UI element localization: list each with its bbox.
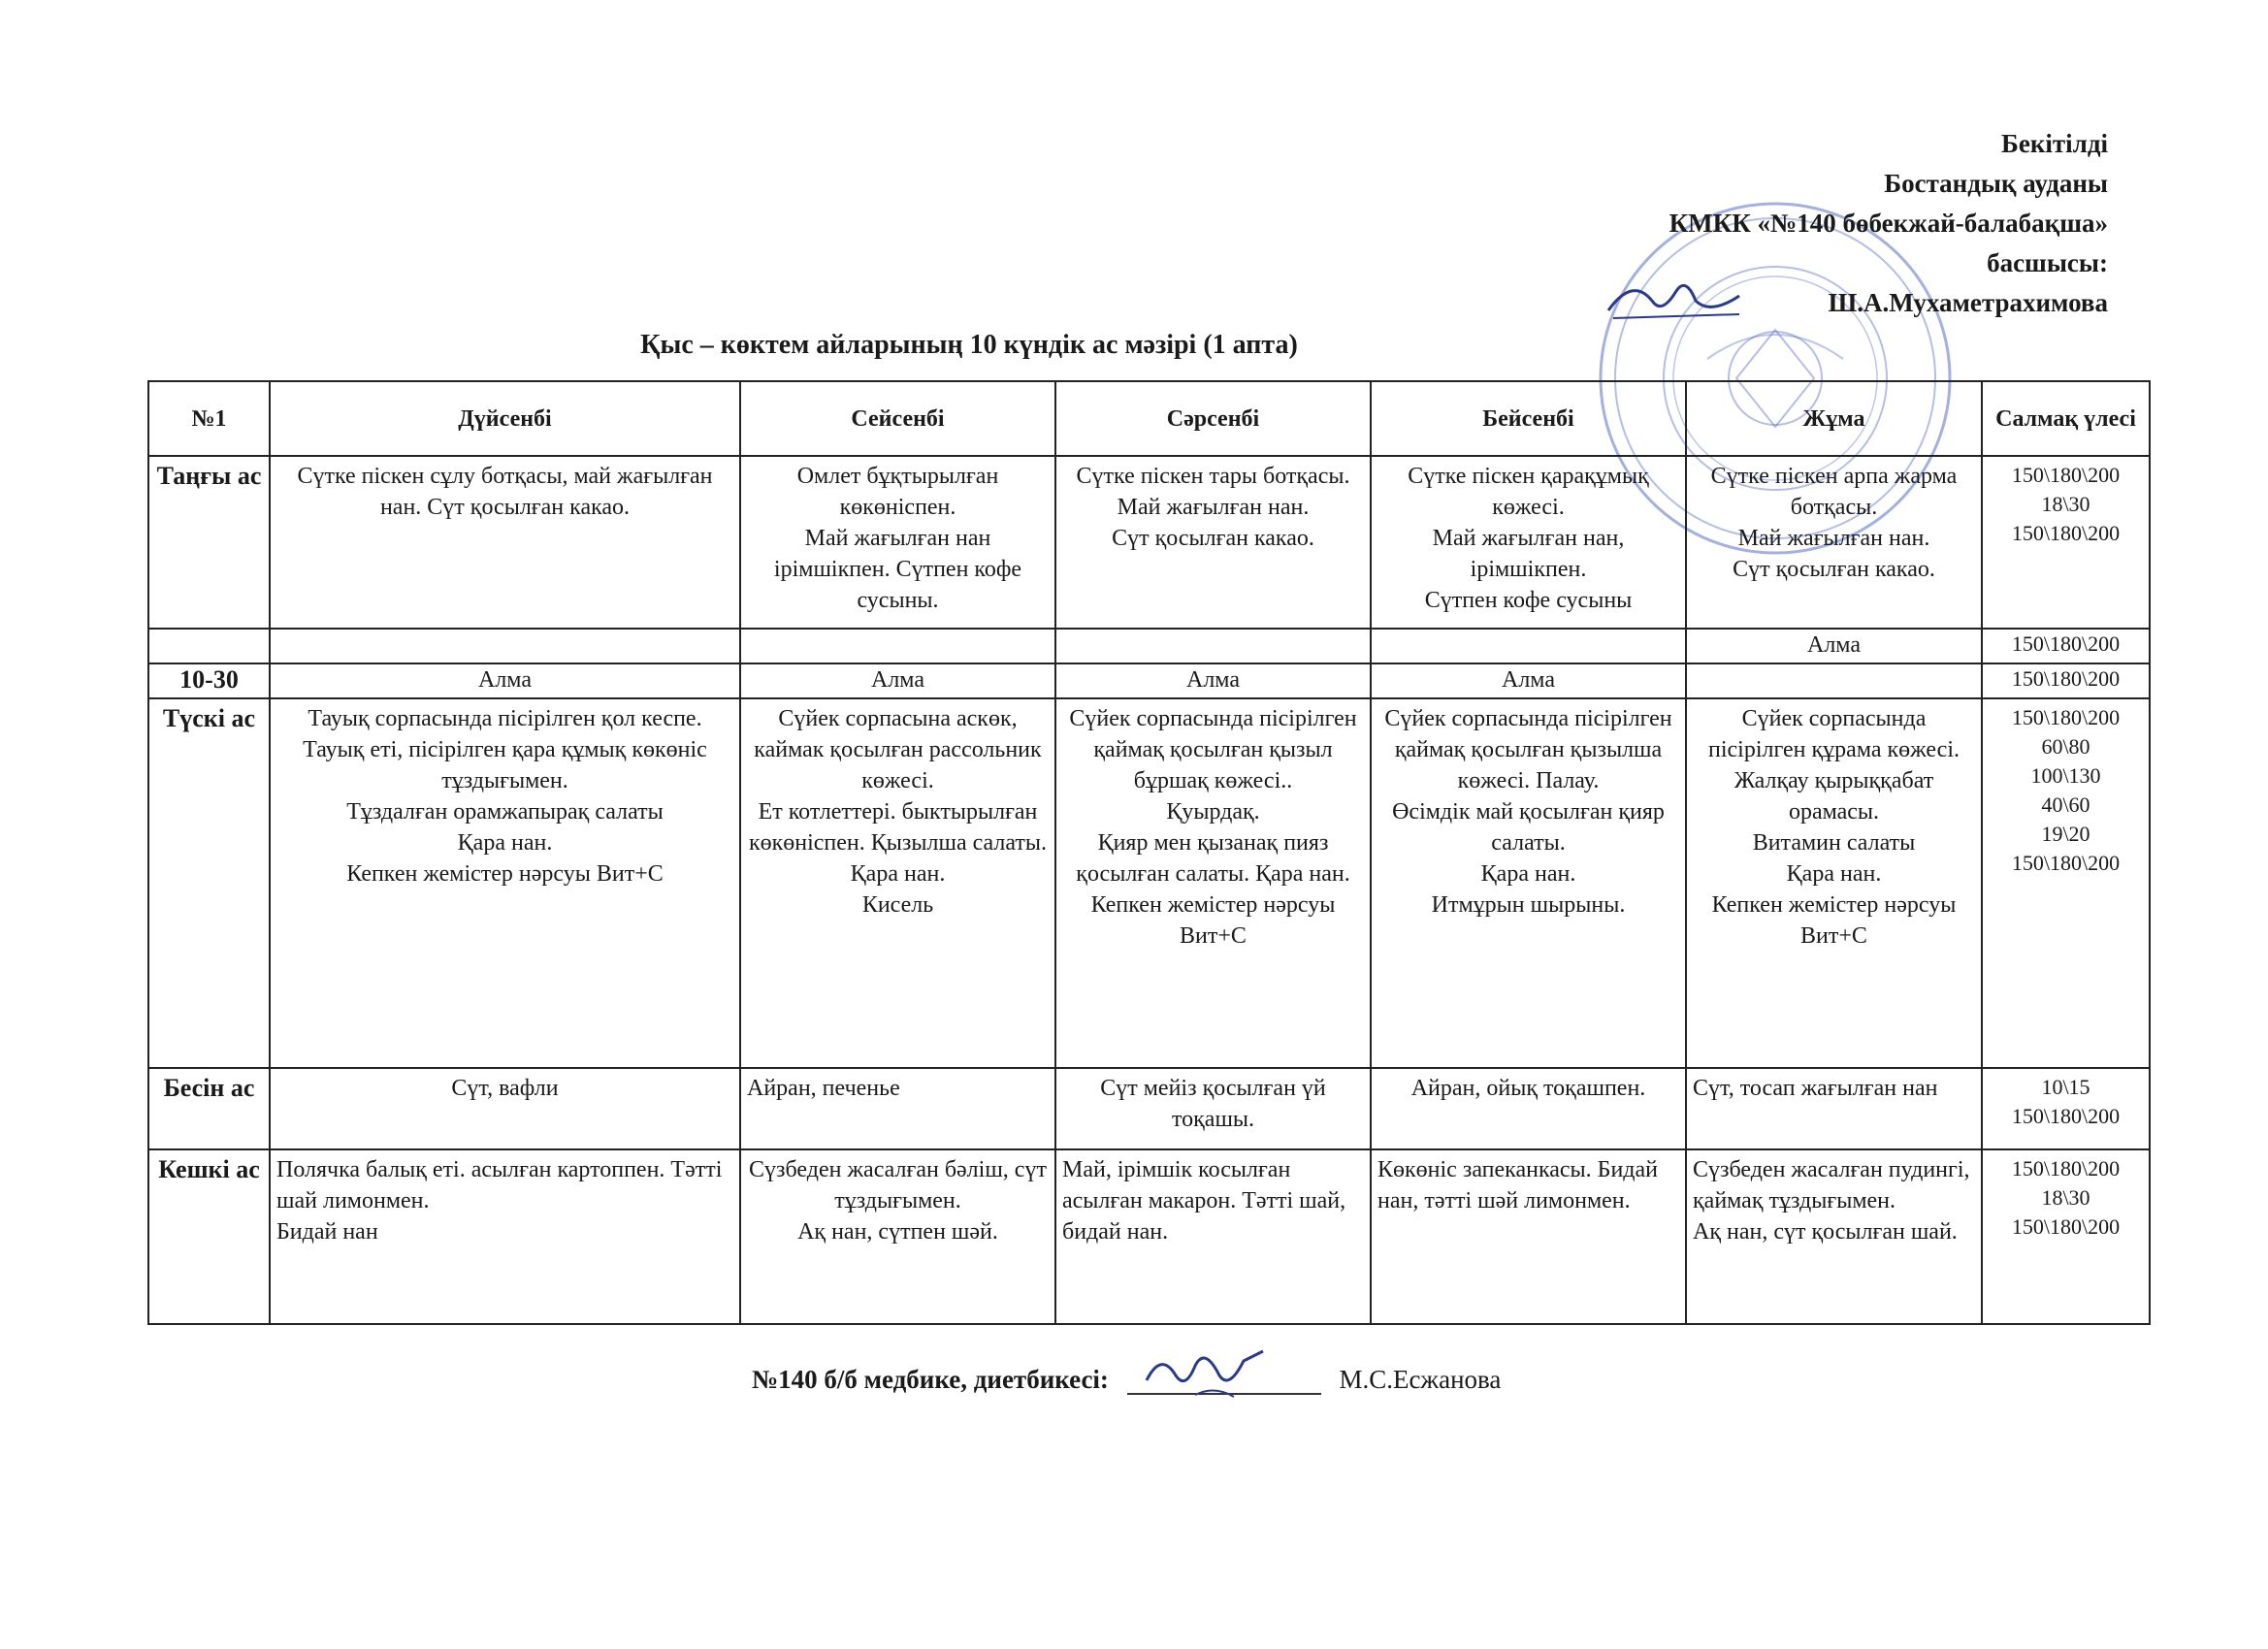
table-row-lunch — [148, 698, 2150, 1068]
menu-cell-tuesday: Алма — [740, 663, 1055, 698]
approval-line: басшысы: — [1987, 248, 2108, 277]
weight-cell: 150\180\200 — [1982, 663, 2150, 698]
menu-cell-thursday — [1371, 629, 1686, 663]
page-title: Қыс – көктем айларының 10 күндік ас мәзірі (1 апта) — [640, 330, 1298, 360]
menu-cell-monday: Тауық сорпасында пісірілген қол кеспе. Тауық еті, пісірілген қара құмық көкөніс тұздығымен. Тұздалған орамжапырақ салаты Қара нан. Кепкен жемістер нәрсуы Вит+С — [270, 698, 740, 1068]
header-number: №1 — [148, 381, 270, 456]
header-monday: Дүйсенбі — [270, 381, 740, 456]
header-wednesday: Сәрсенбі — [1055, 381, 1371, 456]
approval-line: КМКК «№140 бөбекжай-балабақша» — [1669, 209, 2108, 238]
meal-label: Түскі ас — [148, 698, 270, 1068]
menu-cell-monday: Полячка балық еті. асылған картоппен. Тәтті шай лимонмен. Бидай нан — [270, 1149, 740, 1325]
menu-cell-tuesday: Сүйек сорпасына аскөк, каймак қосылған рассольник көжесі. Ет котлеттері. быктырылған көкөніспен. Қызылша салаты. Қара нан. Кисель — [740, 698, 1055, 1068]
menu-cell-tuesday: Айран, печенье — [740, 1068, 1055, 1149]
menu-cell-friday: Сүтке піскен арпа жарма ботқасы. Май жағылған нан. Сүт қосылған какао. — [1686, 456, 1982, 629]
weight-cell: 150\180\200 — [1982, 629, 2150, 663]
menu-cell-friday: Сүзбеден жасалған пудингі, қаймақ тұздығымен. Ақ нан, сүт қосылған шай. — [1686, 1149, 1982, 1325]
weight-cell: 150\180\200 18\30 150\180\200 — [1982, 1149, 2150, 1325]
meal-label: 10-30 — [148, 663, 270, 698]
menu-cell-wednesday: Сүт мейіз қосылған үй тоқашы. — [1055, 1068, 1371, 1149]
table-row-afternoon-snack — [148, 1068, 2150, 1149]
header-thursday: Бейсенбі — [1371, 381, 1686, 456]
menu-cell-wednesday — [1055, 629, 1371, 663]
menu-cell-wednesday: Сүйек сорпасында пісірілген қаймақ қосылған қызыл бұршақ көжесі.. Қуырдақ. Қияр мен қызанақ пияз қосылған салаты. Қара нан. Кепкен жемістер нәрсуы Вит+С — [1055, 698, 1371, 1068]
approval-line: Бекітілді — [2001, 129, 2108, 158]
menu-cell-wednesday: Алма — [1055, 663, 1371, 698]
menu-table — [147, 380, 2151, 1325]
footer-nurse-name: М.С.Есжанова — [1339, 1365, 1502, 1394]
table-row-dinner — [148, 1149, 2150, 1325]
meal-label: Кешкі ас — [148, 1149, 270, 1325]
menu-cell-tuesday: Сүзбеден жасалған бәліш, сүт тұздығымен. Ақ нан, сүтпен шәй. — [740, 1149, 1055, 1325]
menu-cell-thursday: Сүтке піскен қарақұмық көжесі. Май жағылған нан, ірімшікпен. Сүтпен кофе сусыны — [1371, 456, 1686, 629]
menu-cell-thursday: Айран, ойық тоқашпен. — [1371, 1068, 1686, 1149]
approval-signer-name: Ш.А.Мухаметрахимова — [1828, 288, 2108, 317]
menu-cell-thursday: Көкөніс запеканкасы. Бидай нан, тәтті шәй лимонмен. — [1371, 1149, 1686, 1325]
menu-cell-friday — [1686, 663, 1982, 698]
header-weight: Салмақ үлесі — [1982, 381, 2150, 456]
weight-cell: 150\180\200 60\80 100\130 40\60 19\20 150\180\200 — [1982, 698, 2150, 1068]
menu-cell-thursday: Алма — [1371, 663, 1686, 698]
menu-cell-monday: Алма — [270, 663, 740, 698]
approval-block — [1429, 124, 2108, 323]
menu-cell-tuesday — [740, 629, 1055, 663]
menu-cell-thursday: Сүйек сорпасында пісірілген қаймақ қосылған қызылша көжесі. Палау. Өсімдік май қосылған қияр салаты. Қара нан. Итмұрын шырыны. — [1371, 698, 1686, 1068]
menu-cell-wednesday: Май, ірімшік косылған асылған макарон. Тәтті шай, бидай нан. — [1055, 1149, 1371, 1325]
menu-cell-friday: Алма — [1686, 629, 1982, 663]
header-friday: Жұма — [1686, 381, 1982, 456]
table-row-breakfast — [148, 456, 2150, 629]
menu-cell-monday: Сүт, вафли — [270, 1068, 740, 1149]
menu-cell-tuesday: Омлет бұқтырылған көкөніспен. Май жағылған нан ірімшікпен. Сүтпен кофе сусыны. — [740, 456, 1055, 629]
weight-cell: 150\180\200 18\30 150\180\200 — [1982, 456, 2150, 629]
meal-label: Бесін ас — [148, 1068, 270, 1149]
approval-line: Бостандық ауданы — [1884, 169, 2108, 198]
meal-label — [148, 629, 270, 663]
menu-cell-friday: Сүт, тосап жағылған нан — [1686, 1068, 1982, 1149]
table-row-apple-friday — [148, 629, 2150, 663]
director-signature — [1604, 272, 1749, 330]
menu-cell-friday: Сүйек сорпасында пісірілген құрама көжесі. Жалқау қырыққабат орамасы. Витамин салаты Қара нан. Кепкен жемістер нәрсуы Вит+С — [1686, 698, 1982, 1068]
menu-cell-monday: Сүтке піскен сұлу ботқасы, май жағылған нан. Сүт қосылған какао. — [270, 456, 740, 629]
table-row-snack-1030 — [148, 663, 2150, 698]
footer-label: №140 б/б медбике, диетбикесі: — [752, 1365, 1109, 1394]
footer-signature-line — [752, 1365, 1501, 1395]
approval-signature-line — [1429, 283, 2108, 323]
menu-cell-wednesday: Сүтке піскен тары ботқасы. Май жағылған нан. Сүт қосылған какао. — [1055, 456, 1371, 629]
header-tuesday: Сейсенбі — [740, 381, 1055, 456]
nurse-signature — [1127, 1366, 1321, 1395]
meal-label: Таңғы ас — [148, 456, 270, 629]
menu-cell-monday — [270, 629, 740, 663]
weight-cell: 10\15 150\180\200 — [1982, 1068, 2150, 1149]
